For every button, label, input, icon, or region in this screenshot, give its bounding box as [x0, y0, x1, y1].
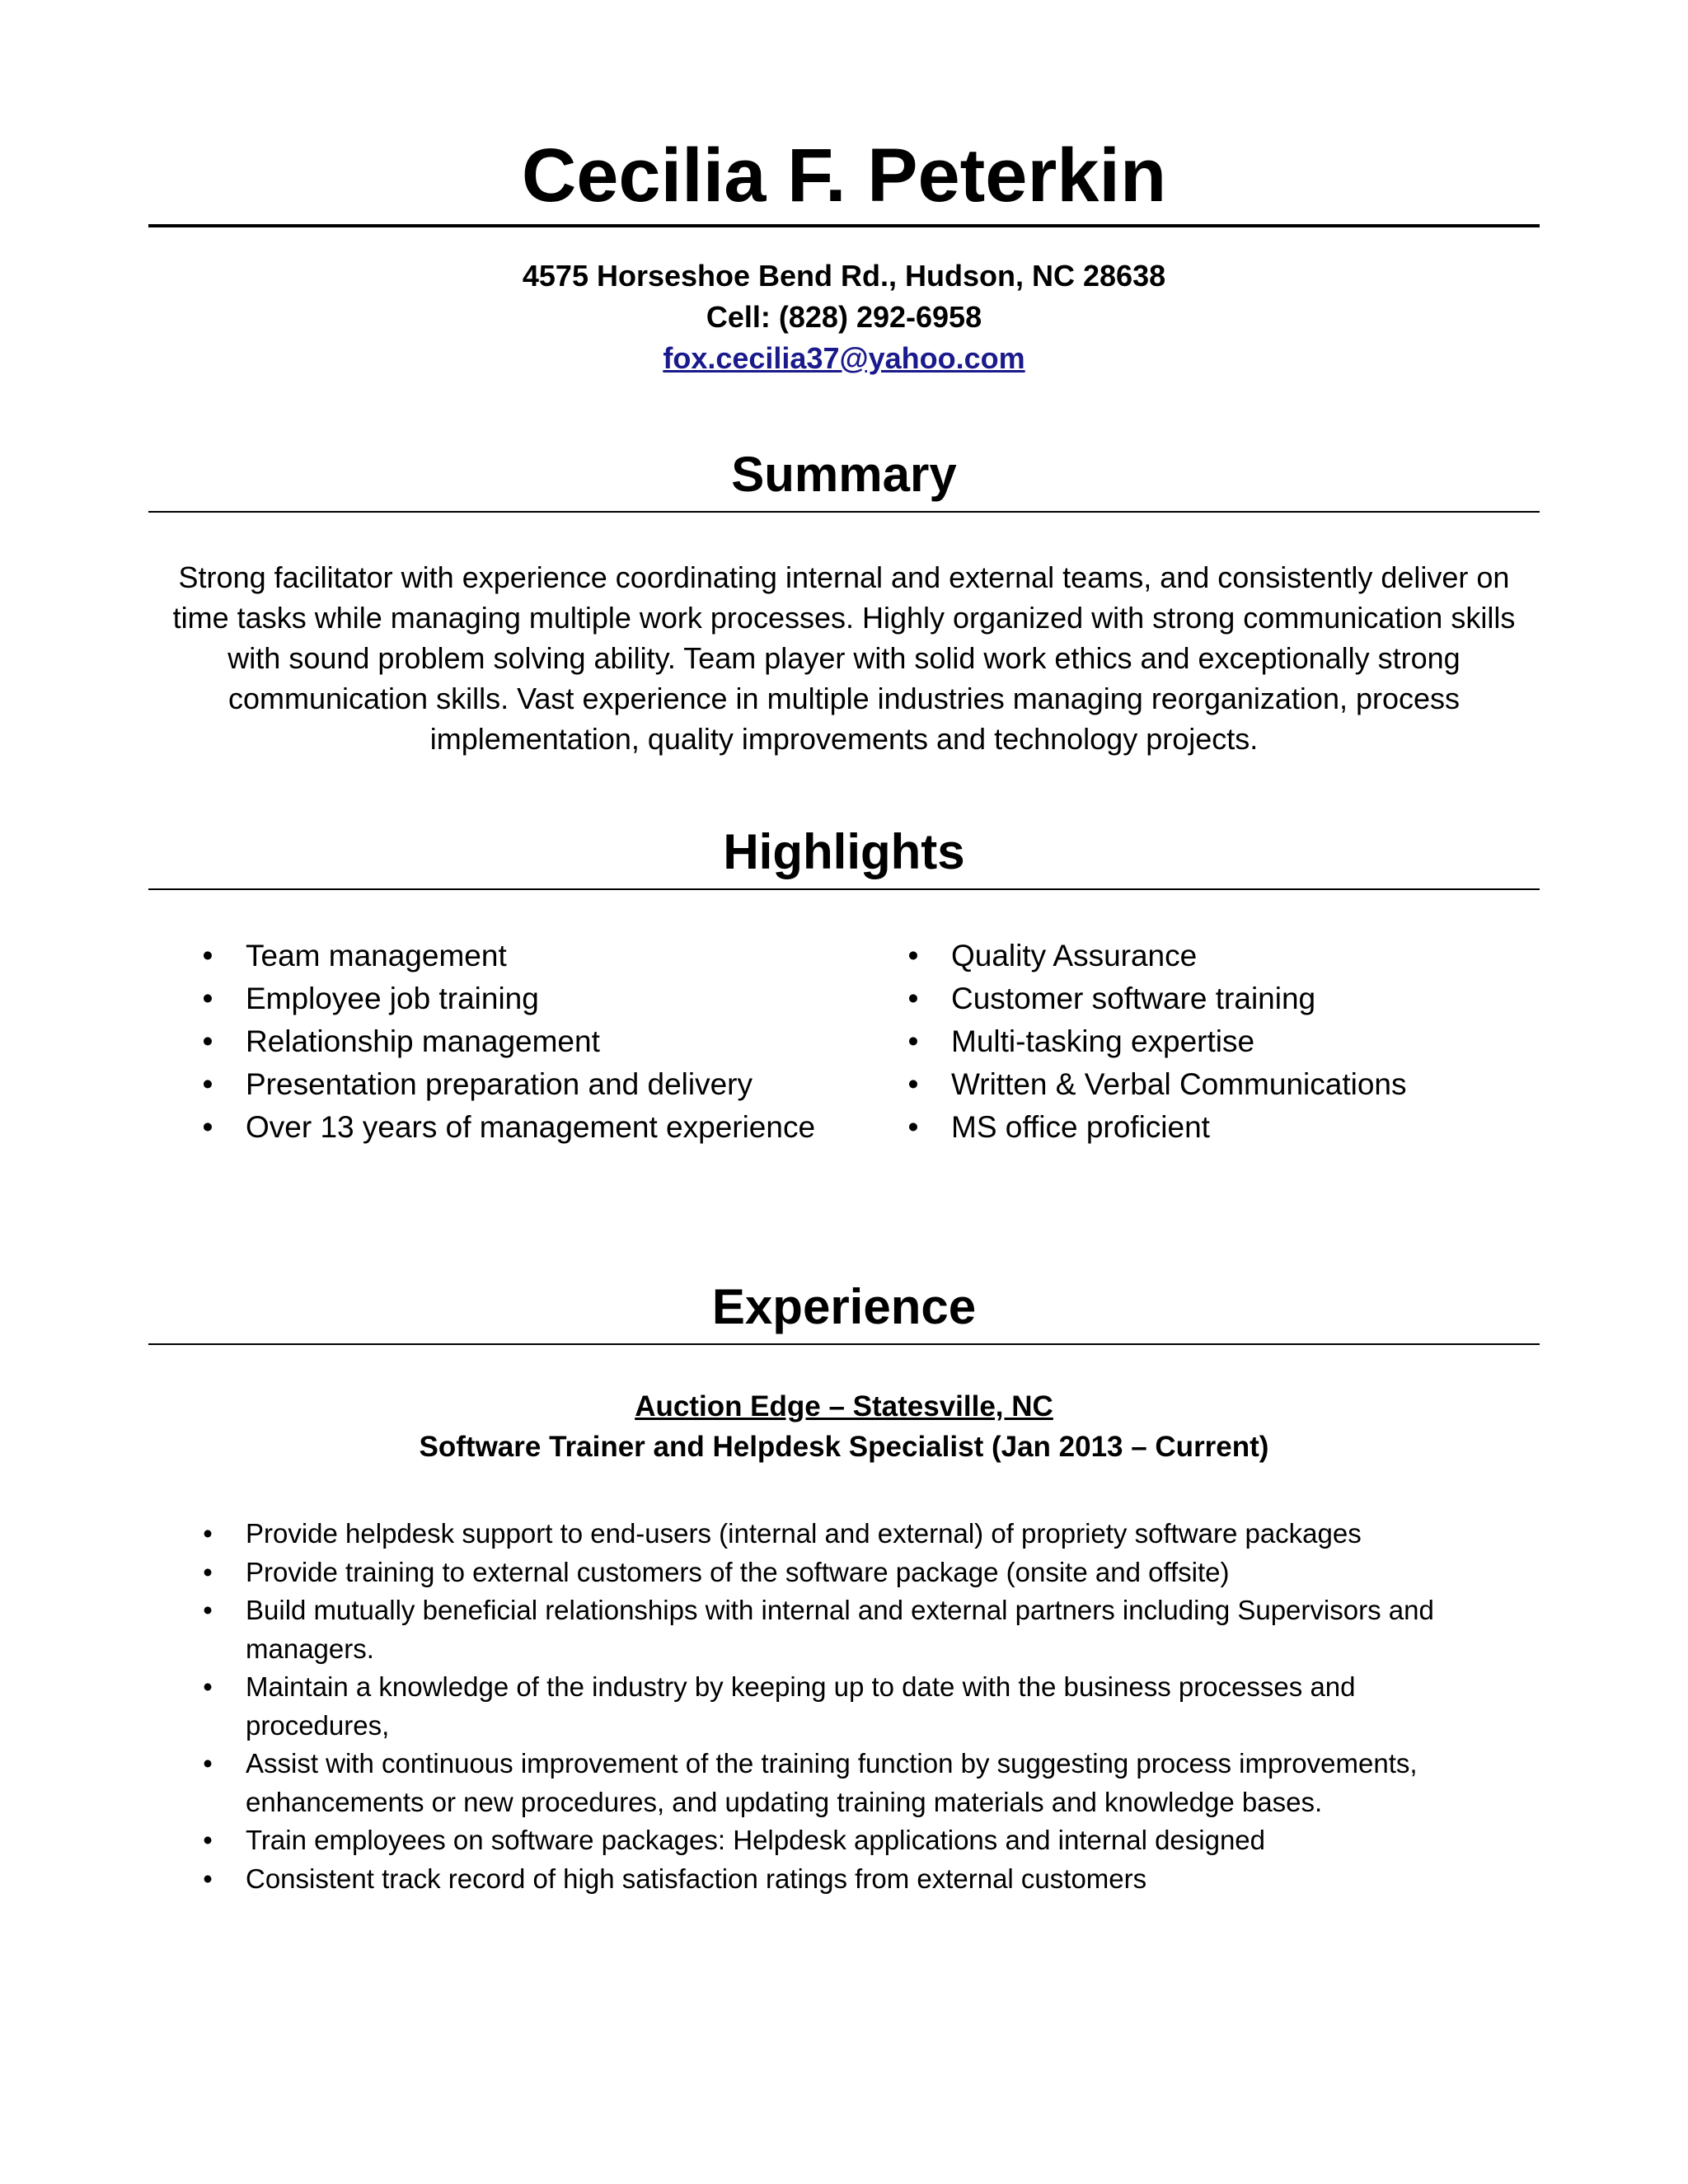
list-item: • Maintain a knowledge of the industry by keeping up to date with the business processes and procedures, [198, 1668, 1533, 1745]
list-item: • Build mutually beneficial relationships with internal and external partners including Supervisors and managers. [198, 1591, 1533, 1668]
list-item: • MS office proficient [903, 1106, 1407, 1149]
bullet-icon: • [202, 1110, 213, 1144]
bullet-icon: • [907, 1110, 919, 1144]
summary-line: implementation, quality improvements and technology projects. [429, 722, 1259, 756]
bullet-icon: • [907, 982, 919, 1015]
highlights-divider [148, 888, 1540, 890]
list-item: • Provide helpdesk support to end-users (internal and external) of propriety software packages [198, 1515, 1533, 1554]
highlights-right-list [903, 935, 1407, 1149]
bullet-icon: • [202, 982, 213, 1015]
bullet-icon: • [203, 1825, 213, 1855]
name-divider [148, 224, 1540, 227]
list-item: • Written & Verbal Communications [903, 1063, 1407, 1106]
highlights-left-list [198, 935, 815, 1149]
list-item: • Multi-tasking expertise [903, 1020, 1407, 1063]
experience-heading: Experience [711, 1279, 977, 1334]
highlights-heading: Highlights [723, 824, 965, 879]
list-item: • Assist with continuous improvement of the training function by suggesting process improvements, enhancements or new procedures, and updating training materials and knowledge bases. [198, 1745, 1533, 1821]
bullet-icon: • [203, 1518, 213, 1549]
list-item: • Over 13 years of management experience [198, 1106, 815, 1149]
summary-line: communication skills. Vast experience in multiple industries managing reorganization, process [227, 682, 1461, 715]
job-header [148, 1386, 1540, 1467]
list-item: • Presentation preparation and delivery [198, 1063, 815, 1106]
job-title: Software Trainer and Helpdesk Specialist (Jan 2013 – Current) [419, 1431, 1269, 1463]
list-item: • Train employees on software packages: Helpdesk applications and internal designed [198, 1821, 1533, 1860]
candidate-name: Cecilia F. Peterkin [521, 134, 1167, 218]
contact-block [148, 255, 1540, 379]
bullet-icon: • [203, 1595, 213, 1625]
address: 4575 Horseshoe Bend Rd., Hudson, NC 28638 [522, 259, 1166, 293]
experience-divider [148, 1343, 1540, 1345]
summary-divider [148, 511, 1540, 513]
summary-text [148, 557, 1540, 759]
list-item: • Provide training to external customers of the software package (onsite and offsite) [198, 1554, 1533, 1592]
bullet-icon: • [203, 1748, 213, 1779]
bullet-icon: • [907, 1024, 919, 1058]
list-item: • Consistent track record of high satisfaction ratings from external customers [198, 1860, 1533, 1899]
summary-line: time tasks while managing multiple work processes. Highly organized with strong communication skills [172, 601, 1516, 635]
bullet-icon: • [203, 1863, 213, 1894]
bullet-icon: • [203, 1671, 213, 1702]
email-link[interactable]: fox.cecilia37@yahoo.com [663, 341, 1025, 375]
bullet-icon: • [907, 939, 919, 972]
bullet-icon: • [202, 1024, 213, 1058]
list-item: • Quality Assurance [903, 935, 1407, 977]
summary-line: with sound problem solving ability. Team player with solid work ethics and exceptionally strong [227, 641, 1461, 675]
list-item: • Relationship management [198, 1020, 815, 1063]
bullet-icon: • [203, 1556, 213, 1587]
job-company: Auction Edge – Statesville, NC [635, 1390, 1053, 1422]
list-item: • Employee job training [198, 977, 815, 1020]
bullet-icon: • [202, 939, 213, 972]
summary-heading: Summary [731, 447, 957, 502]
job-duties-list [198, 1515, 1533, 1898]
list-item: • Team management [198, 935, 815, 977]
list-item: • Customer software training [903, 977, 1407, 1020]
bullet-icon: • [202, 1067, 213, 1101]
bullet-icon: • [907, 1067, 919, 1101]
cell-phone: Cell: (828) 292-6958 [706, 300, 982, 334]
summary-line: Strong facilitator with experience coordinating internal and external teams, and consistently deliver on [178, 560, 1510, 594]
